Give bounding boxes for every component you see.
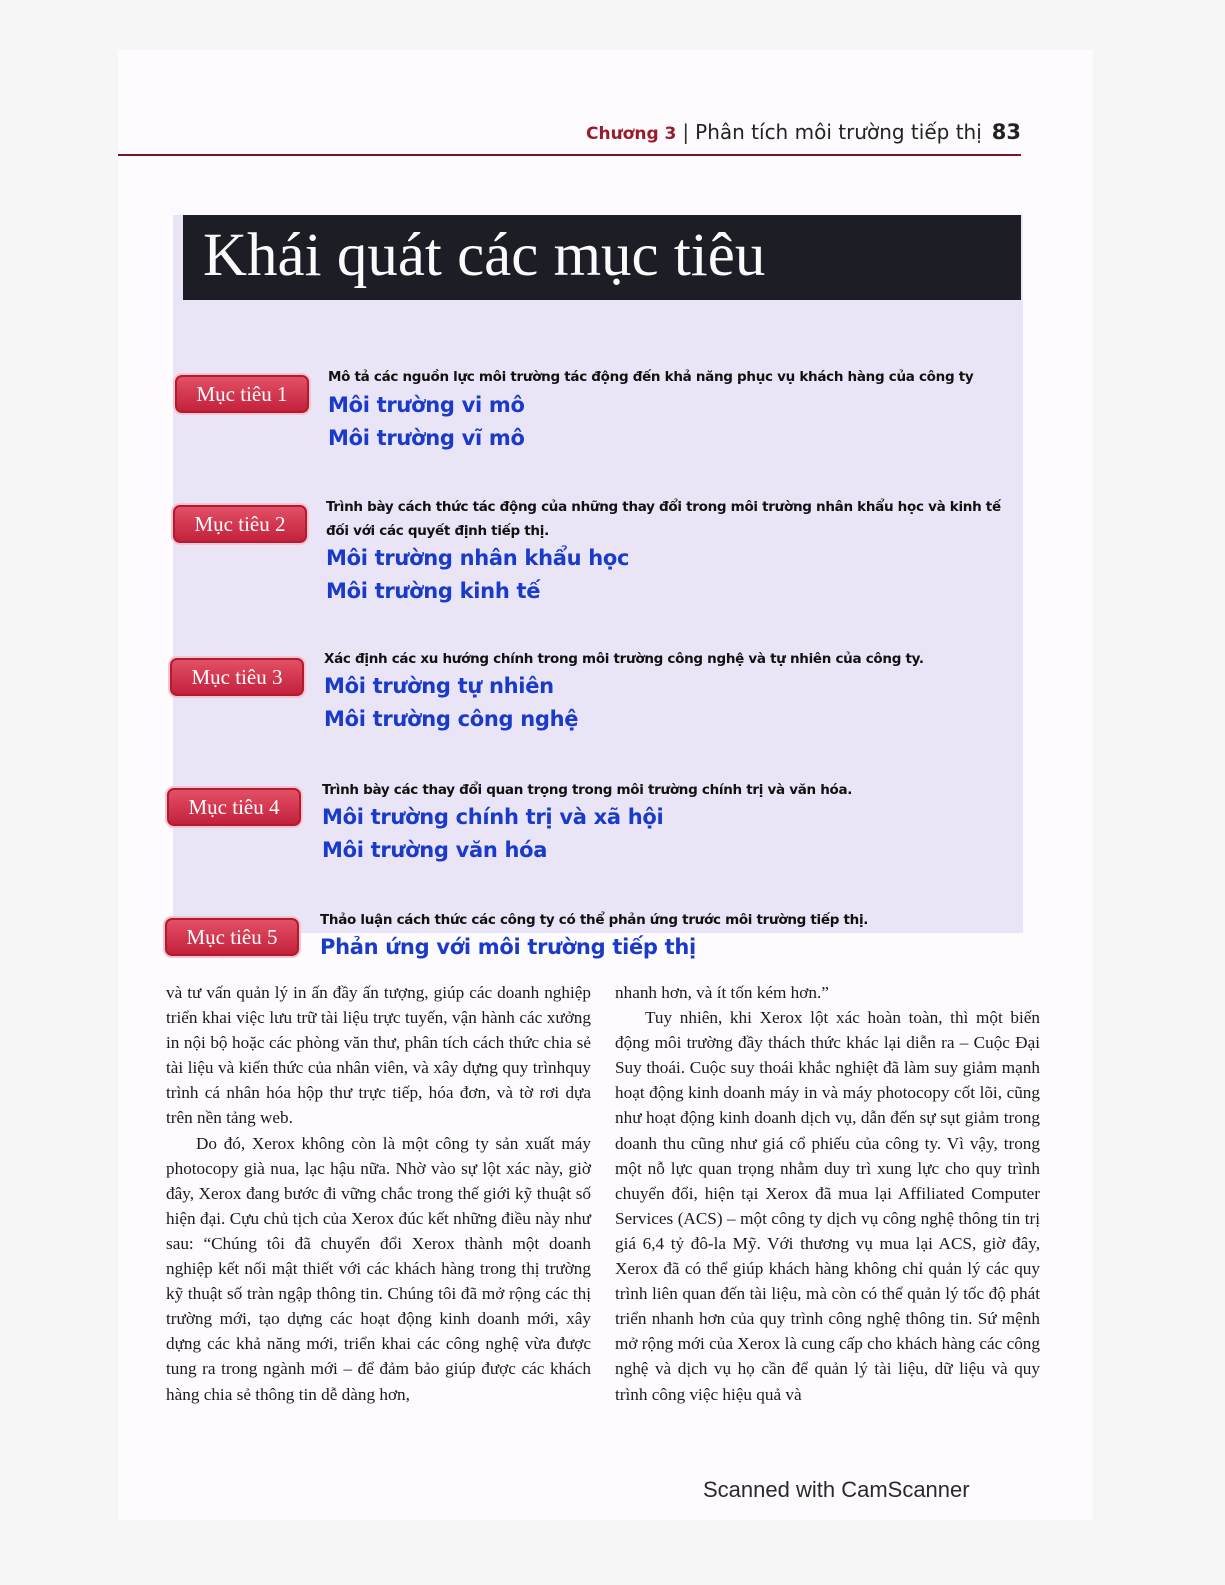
objective-topic: Môi trường chính trị và xã hội [322, 805, 664, 829]
objective-topic: Môi trường vi mô [328, 393, 525, 417]
objective-badge: Mục tiêu 1 [175, 375, 309, 413]
page-number: 83 [991, 120, 1021, 144]
objectives-title-bar [183, 215, 1021, 300]
objective-topic: Môi trường tự nhiên [324, 674, 554, 698]
objective-topic: Môi trường vĩ mô [328, 426, 525, 450]
body-column-left [166, 980, 591, 1407]
objectives-title: Khái quát các mục tiêu [203, 222, 766, 289]
objective-topic: Môi trường nhân khẩu học [326, 546, 630, 570]
objective-description: Trình bày cách thức tác động của những thay đổi trong môi trường nhân khẩu học và kinh tế đối với các quyết định tiếp thị. [326, 499, 1001, 539]
body-column-right [615, 980, 1040, 1407]
objective-description: Trình bày các thay đổi quan trọng trong môi trường chính trị và văn hóa. [322, 782, 853, 798]
body-paragraph: nhanh hơn, và ít tốn kém hơn.” [615, 983, 829, 1002]
objective-badge: Mục tiêu 4 [167, 788, 301, 826]
objective-topic: Môi trường công nghệ [324, 707, 579, 731]
objective-description: Xác định các xu hướng chính trong môi trường công nghệ và tự nhiên của công ty. [324, 651, 924, 667]
body-paragraph: Do đó, Xerox không còn là một công ty sản xuất máy photocopy già nua, lạc hậu nữa. Nhờ vào sự lột xác này, giờ đây, Xerox đang bước đi vững chắc trong thế giới kỹ thuật số hiện đại. Cựu chủ tịch của Xerox đúc kết những điều này như sau: “Chúng tôi đã chuyển đổi Xerox thành một doanh nghiệp kết nối mật thiết với các khách hàng trong thị trường kỹ thuật số tràn ngập thông tin. Chúng tôi đã mở rộng các thị trường mới, tạo dựng các hoạt động kinh doanh mới, xây dựng các khả năng mới, triển khai các công nghệ vừa được tung ra trong ngành mới – để đảm bảo giúp được các khách hàng chia sẻ thông tin dễ dàng hơn, [166, 1133, 591, 1404]
objective-badge: Mục tiêu 3 [170, 658, 304, 696]
book-page [118, 50, 1093, 1520]
chapter-label: Chương 3 [586, 124, 677, 144]
scanner-watermark: Scanned with CamScanner [703, 1477, 970, 1502]
objective-badge: Mục tiêu 5 [165, 918, 299, 956]
objective-topic: Phản ứng với môi trường tiếp thị [320, 935, 696, 959]
body-paragraph: và tư vấn quản lý in ấn đầy ấn tượng, giúp các doanh nghiệp triển khai việc lưu trữ tài liệu trực tuyến, vận hành các xưởng in nội bộ hoặc các phòng văn thư, phân tích cách thức chia sẻ tài liệu và kiến thức của nhân viên, và xây dựng quy trìnhquy trình cá nhân hóa hộp thư trực tiếp, hóa đơn, và tờ rơi dựa trên nền tảng web. [166, 983, 591, 1128]
objective-description: Mô tả các nguồn lực môi trường tác động đến khả năng phục vụ khách hàng của công ty [328, 369, 974, 385]
running-header [118, 120, 1021, 156]
objective-topic: Môi trường kinh tế [326, 579, 541, 603]
objective-description: Thảo luận cách thức các công ty có thể phản ứng trước môi trường tiếp thị. [320, 912, 869, 928]
objective-badge: Mục tiêu 2 [173, 505, 307, 543]
objective-topic: Môi trường văn hóa [322, 838, 548, 862]
objectives-box [173, 215, 1023, 959]
header-separator: | [682, 120, 690, 144]
body-paragraph: Tuy nhiên, khi Xerox lột xác hoàn toàn, thì một biến động môi trường đầy thách thức khác lại diễn ra – Cuộc Đại Suy thoái. Cuộc suy thoái khắc nghiệt đã làm suy giảm mạnh hoạt động kinh doanh máy in và máy photocopy cốt lõi, cũng như hoạt động kinh doanh dịch vụ, dẫn đến sự sụt giảm trong doanh thu cũng như giá cổ phiếu của công ty. Vì vậy, trong một nỗ lực quan trọng nhằm duy trì xung lực cho quy trình chuyển đổi, hiện tại Xerox đã mua lại Affiliated Computer Services (ACS) – một công ty dịch vụ công nghệ thông tin trị giá 6,4 tỷ đô-la Mỹ. Với thương vụ mua lại ACS, giờ đây, Xerox đã có thể giúp khách hàng không chỉ quản lý các quy trình liên quan đến tài liệu, mà còn có thể quản lý tốc độ phát triển nhanh hơn của quy trình công nghệ thông tin. Sứ mệnh mở rộng mới của Xerox là cung cấp cho khách hàng các công nghệ và dịch vụ họ cần để quản lý tài liệu, dữ liệu và quy trình công việc hiệu quả và [615, 1008, 1040, 1404]
chapter-title: Phân tích môi trường tiếp thị [695, 120, 982, 144]
